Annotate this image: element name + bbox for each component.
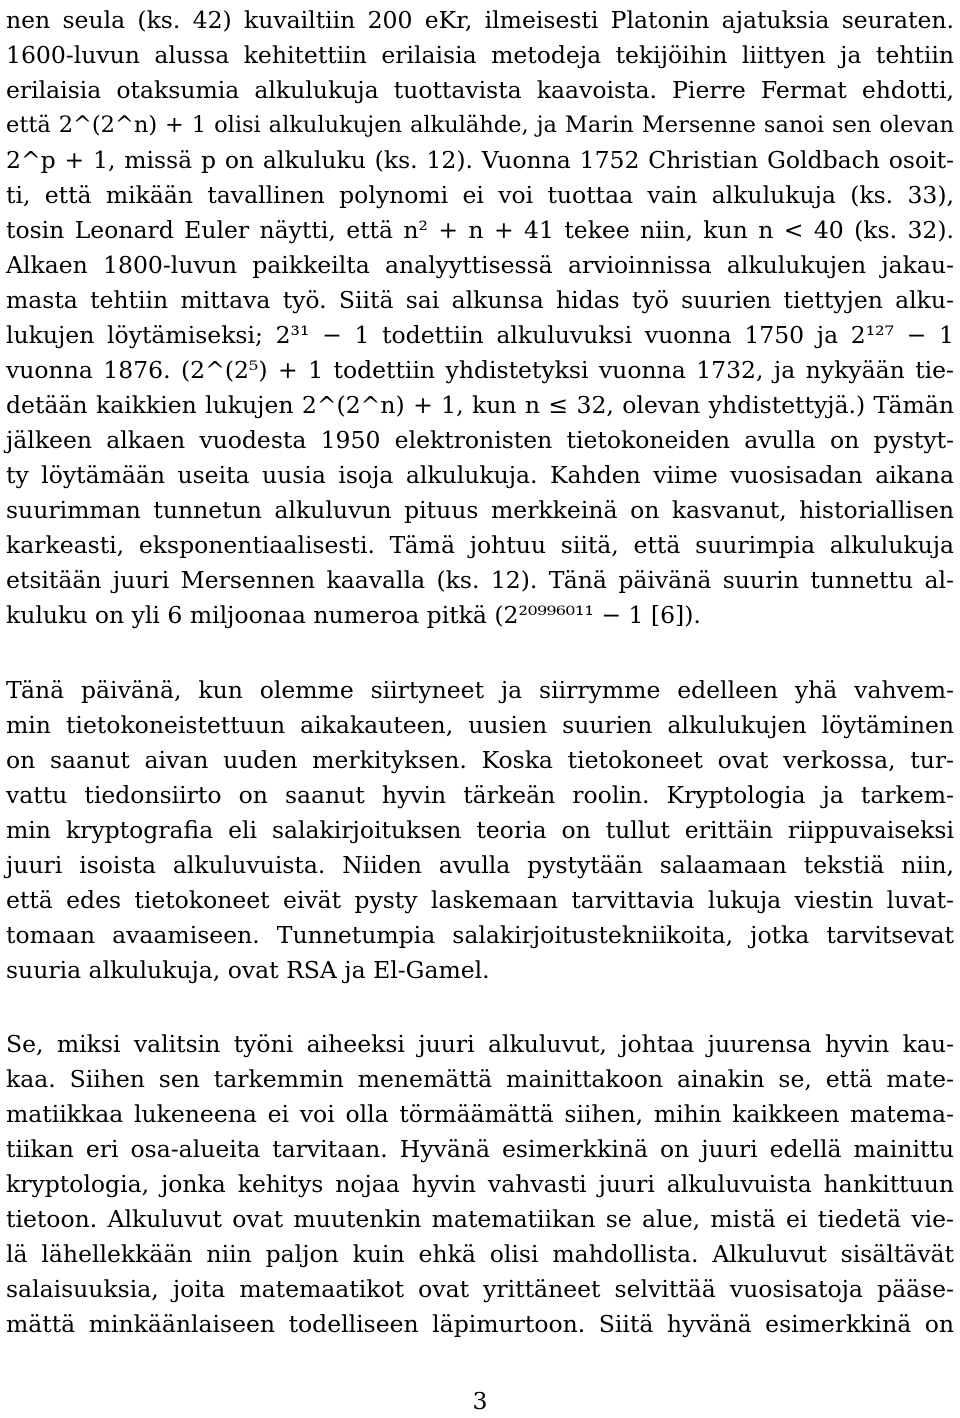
text-line: ty löytämään useita uusia isoja alkulukuja. Kahden viime vuosisadan aikana [6,461,954,489]
text-line: detään kaikkien lukujen 2^(2^n) + 1, kun n ≤ 32, olevan yhdistettyjä.) Tämän [6,391,954,419]
text-line: lukujen löytämiseksi; 2³¹ − 1 todettiin alkuluvuksi vuonna 1750 ja 2¹²⁷ − 1 [6,321,954,349]
text-line: 1600-luvun alussa kehitettiin erilaisia metodeja tekijöihin liittyen ja tehtiin [6,41,954,69]
text-line: on saanut aivan uuden merkityksen. Koska tietokoneet ovat verkossa, tur- [6,746,954,774]
text-line: kuluku on yli 6 miljoonaa numeroa pitkä (2²⁰⁹⁹⁶⁰¹¹ − 1 [6]). [6,601,701,629]
text-line: masta tehtiin mittava työ. Siitä sai alkunsa hidas työ suurien tiettyjen alku- [6,286,954,314]
text-line: lä lähellekkään niin paljon kuin ehkä olisi mahdollista. Alkuluvut sisältävät [6,1240,954,1268]
text-line: 2^p + 1, missä p on alkuluku (ks. 12). Vuonna 1752 Christian Goldbach osoit- [6,146,954,174]
text-line: Tänä päivänä, kun olemme siirtyneet ja siirrymme edelleen yhä vahvem- [6,676,954,704]
text-line: tosin Leonard Euler näytti, että n² + n + 41 tekee niin, kun n < 40 (ks. 32). [6,216,954,244]
text-line: erilaisia otaksumia alkulukuja tuottavista kaavoista. Pierre Fermat ehdotti, [6,76,954,104]
text-line: tietoon. Alkuluvut ovat muutenkin matematiikan se alue, mistä ei tiedetä vie- [6,1205,954,1233]
page-number: 3 [472,1387,488,1415]
text-line: että edes tietokoneet eivät pysty laskemaan tarvittavia lukuja viestin luvat- [6,886,954,914]
text-line: Se, miksi valitsin työni aiheeksi juuri alkuluvut, johtaa juurensa hyvin kau- [6,1030,954,1058]
text-line: ti, että mikään tavallinen polynomi ei voi tuottaa vain alkulukuja (ks. 33), [6,181,954,209]
text-line: kaa. Siihen sen tarkemmin menemättä mainittakoon ainakin se, että mate- [6,1065,954,1093]
text-line: että 2^(2^n) + 1 olisi alkulukujen alkulähde, ja Marin Mersenne sanoi sen olevan [6,112,954,138]
text-line: nen seula (ks. 42) kuvailtiin 200 eKr, ilmeisesti Platonin ajatuksia seuraten. [6,6,954,34]
text-line: Alkaen 1800-luvun paikkeilta analyyttisessä arvioinnissa alkulukujen jakau- [6,251,954,279]
text-line: suuria alkulukuja, ovat RSA ja El-Gamel. [6,956,490,984]
text-line: etsitään juuri Mersennen kaavalla (ks. 12). Tänä päivänä suurin tunnettu al- [6,566,954,594]
text-line: salaisuuksia, joita matemaatikot ovat yrittäneet selvittää vuosisatoja pääse- [6,1275,954,1303]
text-line: karkeasti, eksponentiaalisesti. Tämä johtuu siitä, että suurimpia alkulukuja [6,531,954,559]
text-line: tomaan avaamiseen. Tunnetumpia salakirjoitustekniikoita, jotka tarvitsevat [6,921,954,949]
text-line: kryptologia, jonka kehitys nojaa hyvin vahvasti juuri alkuluvuista hankittuun [6,1170,954,1198]
text-line: suurimman tunnetun alkuluvun pituus merkkeinä on kasvanut, historiallisen [6,496,954,524]
text-line: vattu tiedonsiirto on saanut hyvin tärkeän roolin. Kryptologia ja tarkem- [6,781,954,809]
text-line: min tietokoneistettuun aikakauteen, uusien suurien alkulukujen löytäminen [6,711,954,739]
text-line: jälkeen alkaen vuodesta 1950 elektronisten tietokoneiden avulla on pystyt- [6,426,954,454]
text-line: vuonna 1876. (2^(2⁵) + 1 todettiin yhdistetyksi vuonna 1732, ja nykyään tie- [6,356,954,384]
text-line: tiikan eri osa-alueita tarvitaan. Hyvänä esimerkkinä on juuri edellä mainittu [6,1135,954,1163]
text-line: min kryptografia eli salakirjoituksen teoria on tullut erittäin riippuvaiseksi [6,816,954,844]
text-line: mättä minkäänlaiseen todelliseen läpimurtoon. Siitä hyvänä esimerkkinä on [6,1310,954,1338]
text-line: matiikkaa lukeneena ei voi olla törmäämättä siihen, mihin kaikkeen matema- [6,1100,954,1128]
text-line: juuri isoista alkuluvuista. Niiden avulla pystytään salaamaan tekstiä niin, [6,851,954,879]
